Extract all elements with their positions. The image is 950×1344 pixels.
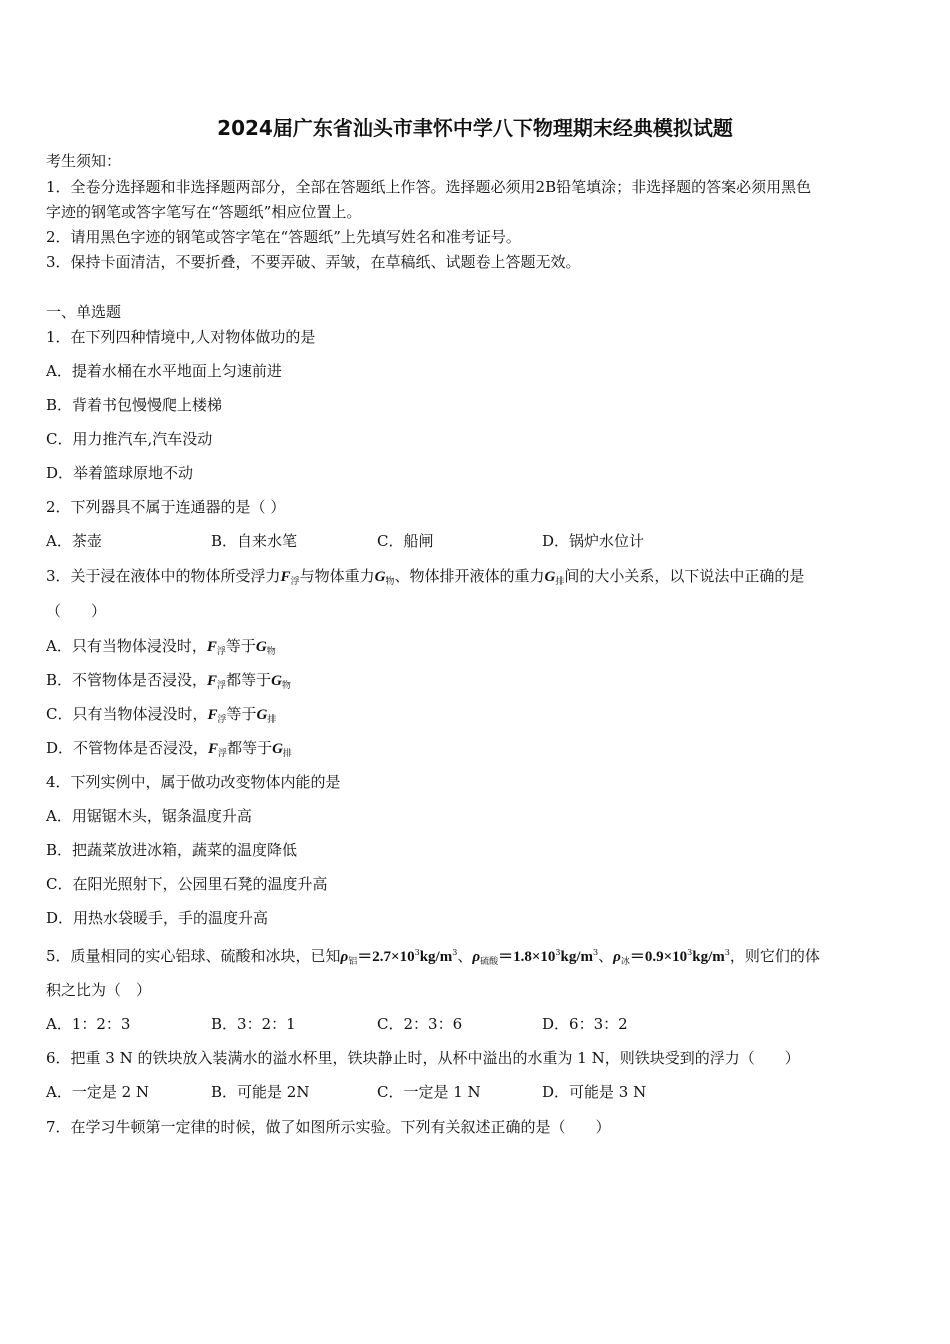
q3-option-d-text: D．不管物体是否浸没，	[46, 739, 209, 757]
q1-stem: 1．在下列四种情境中,人对物体做功的是	[46, 328, 316, 346]
q2-option-b: B．自来水笔	[211, 532, 298, 550]
q3-option-b-g: G	[271, 673, 282, 689]
q5-sub-al: 铝	[348, 957, 358, 967]
q3-stem-part-2: 与物体重力	[299, 567, 375, 585]
q3-option-a-sub-fu: 浮	[216, 647, 226, 657]
q3-var-g: G	[374, 569, 386, 585]
q3-option-d-g: G	[272, 741, 283, 757]
q3-option-b-text: B．不管物体是否浸没，	[46, 671, 208, 689]
notice-item-3: 3．保持卡面清洁，不要折叠，不要弄破、弄皱，在草稿纸、试题卷上答题无效。	[46, 253, 581, 271]
q3-option-d-sub: 排	[282, 749, 292, 759]
q3-var-g2: G	[544, 569, 556, 585]
q5-option-c: C．2：3：6	[377, 1015, 463, 1033]
q5-unit-al: kg/m	[419, 949, 453, 965]
q4-option-c: C．在阳光照射下，公园里石凳的温度升高	[46, 875, 328, 893]
q3-option-d-rel: 都等于	[227, 739, 273, 757]
q3-option-c	[46, 704, 276, 730]
q3-stem-part-3: 、物体排开液体的重力	[394, 567, 545, 585]
q5-val-acid: ＝1.8×10	[498, 949, 556, 965]
q5-stem-line-2: 积之比为（ ）	[46, 981, 152, 999]
q2-option-d: D．锅炉水位计	[542, 532, 645, 550]
q3-option-a-sub: 物	[266, 647, 276, 657]
q5-exp-ice: 3	[687, 948, 693, 957]
q3-stem-part-4: 间的大小关系，以下说法中正确的是	[564, 567, 805, 585]
q3-sub-pai: 排	[555, 577, 565, 587]
q5-stem-part-1: 5．质量相同的实心铝球、硫酸和冰块，已知	[46, 947, 341, 965]
q6-option-d: D．可能是 3 N	[542, 1083, 647, 1101]
notice-item-1-cont: 字迹的钢笔或答字笔写在“答题纸”相应位置上。	[46, 203, 362, 221]
q3-option-d-f: F	[208, 741, 219, 757]
q5-rho-acid: ρ	[472, 949, 481, 965]
notice-item-2: 2．请用黑色字迹的钢笔或答字笔在“答题纸”上先填写姓名和准考证号。	[46, 228, 521, 246]
q1-option-b: B．背着书包慢慢爬上楼梯	[46, 396, 223, 414]
q3-option-b-f: F	[207, 673, 218, 689]
q2-option-a: A．茶壶	[46, 532, 102, 550]
q3-option-d-sub-fu: 浮	[218, 749, 228, 759]
q5-unit-acid: kg/m	[560, 949, 593, 965]
q3-sub-wu: 物	[385, 577, 395, 587]
q5-stem	[46, 943, 820, 972]
q5-stem-end: ，则它们的体	[729, 947, 820, 965]
q5-unit-exp-ice: 3	[724, 948, 730, 957]
q3-option-b	[46, 670, 291, 696]
q5-sub-ice: 冰	[620, 957, 630, 967]
q5-val-al: ＝2.7×10	[357, 949, 415, 965]
q5-rho-ice: ρ	[613, 949, 621, 965]
q2-stem: 2．下列器具不属于连通器的是（ ）	[46, 498, 286, 516]
notice-item-1: 1．全卷分选择题和非选择题两部分，全部在答题纸上作答。选择题必须用2B铅笔填涂；非选择题的答案必须用黑色	[46, 178, 812, 196]
section-heading: 一、单选题	[46, 303, 122, 321]
q3-option-d	[46, 738, 292, 764]
q3-option-c-rel: 等于	[226, 705, 257, 723]
q3-option-a-text: A．只有当物体浸没时，	[46, 637, 207, 655]
q5-rho-al: ρ	[340, 949, 349, 965]
q5-option-b: B．3：2：1	[211, 1015, 296, 1033]
q3-stem-part-1: 3．关于浸在液体中的物体所受浮力	[46, 567, 281, 585]
q3-stem	[46, 566, 804, 592]
q2-option-c: C．船闸	[377, 532, 434, 550]
q5-option-a: A．1：2：3	[46, 1015, 131, 1033]
q5-sep-1: 、	[457, 947, 473, 965]
q7-stem: 7．在学习牛顿第一定律的时候，做了如图所示实验。下列有关叙述正确的是（ ）	[46, 1118, 611, 1136]
q5-unit-exp-al: 3	[452, 948, 458, 957]
q1-option-d: D．举着篮球原地不动	[46, 464, 194, 482]
q6-option-a: A．一定是 2 N	[46, 1083, 150, 1101]
q3-stem-line-2: （ ）	[46, 602, 107, 620]
q3-option-b-sub: 物	[281, 681, 291, 691]
q5-unit-ice: kg/m	[692, 949, 725, 965]
q3-option-b-rel: 都等于	[226, 671, 272, 689]
q3-var-f: F	[280, 569, 291, 585]
q3-option-a-rel: 等于	[225, 637, 256, 655]
exam-title: 2024届广东省汕头市聿怀中学八下物理期末经典模拟试题	[217, 116, 733, 140]
q1-option-c: C．用力推汽车,汽车没动	[46, 430, 213, 448]
q5-exp-al: 3	[414, 948, 420, 957]
notice-heading: 考生须知：	[46, 152, 122, 170]
q3-option-a-g: G	[255, 639, 267, 655]
q3-option-c-sub: 排	[267, 715, 277, 725]
q3-sub-fu: 浮	[290, 577, 300, 587]
q3-option-a	[46, 636, 276, 662]
q5-exp-acid: 3	[555, 948, 561, 957]
q4-option-b: B．把蔬菜放进冰箱，蔬菜的温度降低	[46, 841, 298, 859]
q5-unit-exp-acid: 3	[593, 948, 599, 957]
q1-option-a: A．提着水桶在水平地面上匀速前进	[46, 362, 282, 380]
q6-option-c: C．一定是 1 N	[377, 1083, 481, 1101]
q3-option-c-g: G	[256, 707, 268, 723]
q3-option-c-f: F	[207, 707, 218, 723]
q6-stem: 6．把重 3 N 的铁块放入装满水的溢水杯里，铁块静止时，从杯中溢出的水重为 1 N，则铁块受到的浮力（ ）	[46, 1049, 800, 1067]
q5-sep-2: 、	[598, 947, 614, 965]
q6-option-b: B．可能是 2N	[211, 1083, 310, 1101]
q4-option-d: D．用热水袋暖手，手的温度升高	[46, 909, 269, 927]
q3-option-c-sub-fu: 浮	[217, 715, 227, 725]
q3-option-b-sub-fu: 浮	[217, 681, 227, 691]
q5-sub-acid: 硫酸	[480, 957, 499, 967]
q4-option-a: A．用锯锯木头，锯条温度升高	[46, 807, 252, 825]
q3-option-c-text: C．只有当物体浸没时，	[46, 705, 208, 723]
q5-option-d: D．6：3：2	[542, 1015, 628, 1033]
q3-option-a-f: F	[206, 639, 217, 655]
q4-stem: 4．下列实例中，属于做功改变物体内能的是	[46, 773, 341, 791]
q5-val-ice: ＝0.9×10	[629, 949, 688, 965]
